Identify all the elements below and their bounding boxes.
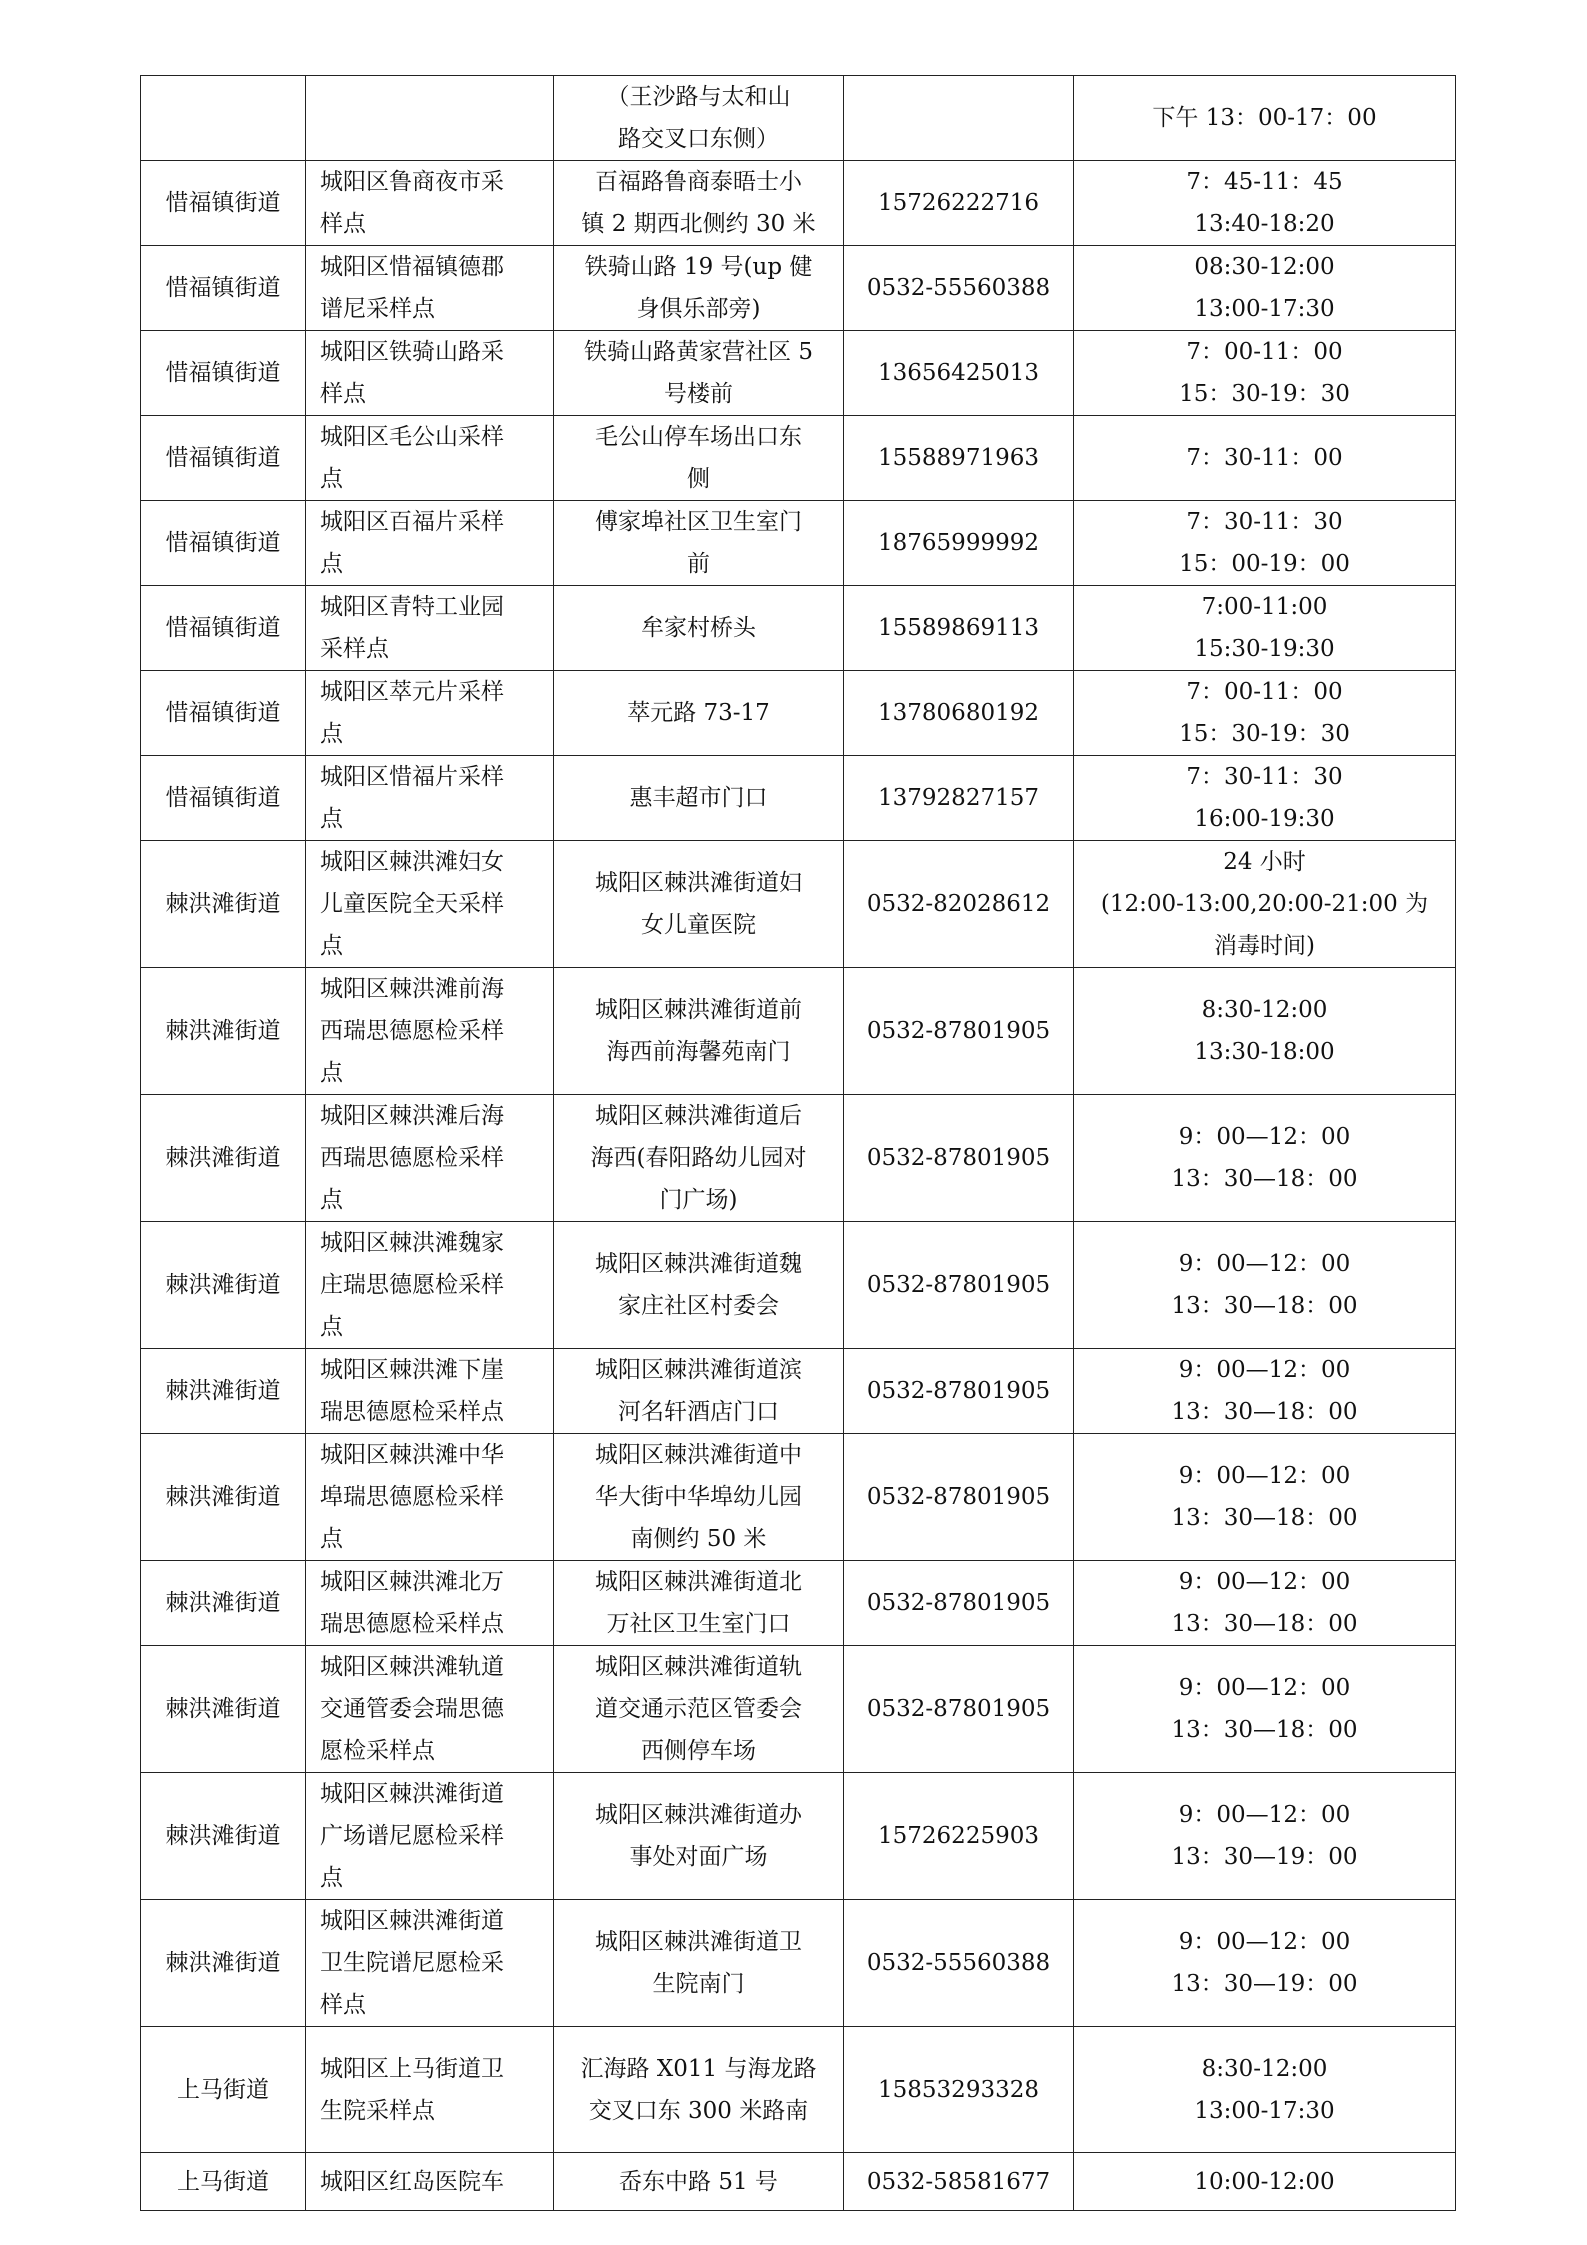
site-name-cell: 城阳区惜福片采样 点 [306, 756, 554, 841]
address-cell: 城阳区棘洪滩街道轨 道交通示范区管委会 西侧停车场 [554, 1646, 844, 1773]
table-row [141, 1349, 1456, 1434]
phone-cell: 15589869113 [844, 586, 1074, 671]
site-name-cell: 城阳区棘洪滩前海 西瑞思德愿检采样 点 [306, 968, 554, 1095]
table-row [141, 1646, 1456, 1773]
table-body [141, 76, 1456, 2211]
phone-cell: 15726225903 [844, 1773, 1074, 1900]
hours-cell: 10:00-12:00 [1074, 2153, 1456, 2211]
hours-cell: 7：30-11：30 16:00-19:30 [1074, 756, 1456, 841]
table-row [141, 246, 1456, 331]
street-cell: 棘洪滩街道 [141, 1646, 306, 1773]
phone-cell: 0532-82028612 [844, 841, 1074, 968]
address-cell: 城阳区棘洪滩街道中 华大街中华埠幼儿园 南侧约 50 米 [554, 1434, 844, 1561]
site-name-cell: 城阳区棘洪滩魏家 庄瑞思德愿检采样 点 [306, 1222, 554, 1349]
site-name-cell: 城阳区惜福镇德郡 谱尼采样点 [306, 246, 554, 331]
phone-cell: 15853293328 [844, 2027, 1074, 2153]
site-name-cell: 城阳区棘洪滩后海 西瑞思德愿检采样 点 [306, 1095, 554, 1222]
site-name-cell: 城阳区棘洪滩北万 瑞思德愿检采样点 [306, 1561, 554, 1646]
site-name-cell: 城阳区萃元片采样 点 [306, 671, 554, 756]
street-cell: 上马街道 [141, 2027, 306, 2153]
site-name-cell: 城阳区棘洪滩中华 埠瑞思德愿检采样 点 [306, 1434, 554, 1561]
table-row [141, 671, 1456, 756]
hours-cell: 7:00-11:00 15:30-19:30 [1074, 586, 1456, 671]
street-cell: 惜福镇街道 [141, 756, 306, 841]
site-name-cell: 城阳区百福片采样 点 [306, 501, 554, 586]
site-name-cell: 城阳区青特工业园 采样点 [306, 586, 554, 671]
street-cell: 惜福镇街道 [141, 671, 306, 756]
hours-cell: 9：00—12：00 13：30—19：00 [1074, 1773, 1456, 1900]
address-cell: 毛公山停车场出口东 侧 [554, 416, 844, 501]
address-cell: 城阳区棘洪滩街道后 海西(春阳路幼儿园对 门广场) [554, 1095, 844, 1222]
table-row [141, 841, 1456, 968]
hours-cell: 9：00—12：00 13：30—18：00 [1074, 1561, 1456, 1646]
street-cell: 棘洪滩街道 [141, 1773, 306, 1900]
table-row [141, 2027, 1456, 2153]
table-row [141, 968, 1456, 1095]
site-name-cell: 城阳区铁骑山路采 样点 [306, 331, 554, 416]
street-cell: 上马街道 [141, 2153, 306, 2211]
hours-cell: 7：00-11：00 15：30-19：30 [1074, 671, 1456, 756]
phone-cell: 15588971963 [844, 416, 1074, 501]
address-cell: 城阳区棘洪滩街道卫 生院南门 [554, 1900, 844, 2027]
address-cell: 岙东中路 51 号 [554, 2153, 844, 2211]
address-cell: 惠丰超市门口 [554, 756, 844, 841]
table-row [141, 1900, 1456, 2027]
phone-cell: 0532-55560388 [844, 246, 1074, 331]
site-name-cell: 城阳区鲁商夜市采 样点 [306, 161, 554, 246]
phone-cell: 0532-87801905 [844, 1646, 1074, 1773]
phone-cell: 0532-58581677 [844, 2153, 1074, 2211]
address-cell: 牟家村桥头 [554, 586, 844, 671]
address-cell: 城阳区棘洪滩街道办 事处对面广场 [554, 1773, 844, 1900]
street-cell: 惜福镇街道 [141, 161, 306, 246]
street-cell: 惜福镇街道 [141, 586, 306, 671]
hours-cell: 9：00—12：00 13：30—18：00 [1074, 1095, 1456, 1222]
phone-cell: 0532-87801905 [844, 968, 1074, 1095]
address-cell: 傅家埠社区卫生室门 前 [554, 501, 844, 586]
street-cell: 惜福镇街道 [141, 246, 306, 331]
hours-cell: 9：00—12：00 13：30—18：00 [1074, 1646, 1456, 1773]
address-cell: 城阳区棘洪滩街道滨 河名轩酒店门口 [554, 1349, 844, 1434]
phone-cell: 0532-87801905 [844, 1561, 1074, 1646]
table-row [141, 1561, 1456, 1646]
hours-cell: 8:30-12:00 13:30-18:00 [1074, 968, 1456, 1095]
hours-cell: 8:30-12:00 13:00-17:30 [1074, 2027, 1456, 2153]
street-cell: 棘洪滩街道 [141, 1434, 306, 1561]
table-row [141, 1222, 1456, 1349]
table-row [141, 2153, 1456, 2211]
phone-cell: 0532-87801905 [844, 1222, 1074, 1349]
street-cell: 棘洪滩街道 [141, 1222, 306, 1349]
table-row [141, 416, 1456, 501]
site-name-cell: 城阳区上马街道卫 生院采样点 [306, 2027, 554, 2153]
street-cell: 棘洪滩街道 [141, 1095, 306, 1222]
address-cell: 百福路鲁商泰晤士小 镇 2 期西北侧约 30 米 [554, 161, 844, 246]
hours-cell: 9：00—12：00 13：30—18：00 [1074, 1349, 1456, 1434]
hours-cell: 9：00—12：00 13：30—19：00 [1074, 1900, 1456, 2027]
phone-cell [844, 76, 1074, 161]
address-cell: 城阳区棘洪滩街道魏 家庄社区村委会 [554, 1222, 844, 1349]
hours-cell: 7：00-11：00 15：30-19：30 [1074, 331, 1456, 416]
phone-cell: 0532-87801905 [844, 1349, 1074, 1434]
address-cell: 城阳区棘洪滩街道北 万社区卫生室门口 [554, 1561, 844, 1646]
site-name-cell: 城阳区棘洪滩街道 卫生院谱尼愿检采 样点 [306, 1900, 554, 2027]
phone-cell: 13780680192 [844, 671, 1074, 756]
phone-cell: 0532-87801905 [844, 1095, 1074, 1222]
street-cell: 惜福镇街道 [141, 331, 306, 416]
table-row [141, 756, 1456, 841]
site-name-cell: 城阳区棘洪滩轨道 交通管委会瑞思德 愿检采样点 [306, 1646, 554, 1773]
hours-cell: 7：30-11：30 15：00-19：00 [1074, 501, 1456, 586]
hours-cell: 9：00—12：00 13：30—18：00 [1074, 1434, 1456, 1561]
address-cell: （王沙路与太和山 路交叉口东侧） [554, 76, 844, 161]
sampling-sites-table [140, 75, 1456, 2211]
site-name-cell [306, 76, 554, 161]
site-name-cell: 城阳区棘洪滩妇女 儿童医院全天采样 点 [306, 841, 554, 968]
hours-cell: 08:30-12:00 13:00-17:30 [1074, 246, 1456, 331]
street-cell: 棘洪滩街道 [141, 1349, 306, 1434]
document-page [140, 75, 1455, 2211]
street-cell: 棘洪滩街道 [141, 1900, 306, 2027]
phone-cell: 0532-55560388 [844, 1900, 1074, 2027]
table-row [141, 1434, 1456, 1561]
address-cell: 萃元路 73-17 [554, 671, 844, 756]
table-row [141, 161, 1456, 246]
street-cell [141, 76, 306, 161]
street-cell: 惜福镇街道 [141, 501, 306, 586]
phone-cell: 0532-87801905 [844, 1434, 1074, 1561]
hours-cell: 7：45-11：45 13:40-18:20 [1074, 161, 1456, 246]
address-cell: 铁骑山路 19 号(up 健 身俱乐部旁) [554, 246, 844, 331]
street-cell: 棘洪滩街道 [141, 841, 306, 968]
phone-cell: 18765999992 [844, 501, 1074, 586]
site-name-cell: 城阳区红岛医院车 [306, 2153, 554, 2211]
site-name-cell: 城阳区棘洪滩街道 广场谱尼愿检采样 点 [306, 1773, 554, 1900]
hours-cell: 9：00—12：00 13：30—18：00 [1074, 1222, 1456, 1349]
address-cell: 汇海路 X011 与海龙路 交叉口东 300 米路南 [554, 2027, 844, 2153]
hours-cell: 7：30-11：00 [1074, 416, 1456, 501]
table-row [141, 331, 1456, 416]
hours-cell: 下午 13：00-17：00 [1074, 76, 1456, 161]
table-row [141, 76, 1456, 161]
address-cell: 城阳区棘洪滩街道妇 女儿童医院 [554, 841, 844, 968]
table-row [141, 1773, 1456, 1900]
address-cell: 铁骑山路黄家营社区 5 号楼前 [554, 331, 844, 416]
street-cell: 惜福镇街道 [141, 416, 306, 501]
phone-cell: 13656425013 [844, 331, 1074, 416]
street-cell: 棘洪滩街道 [141, 968, 306, 1095]
hours-cell: 24 小时 (12:00-13:00,20:00-21:00 为 消毒时间) [1074, 841, 1456, 968]
table-row [141, 586, 1456, 671]
site-name-cell: 城阳区毛公山采样 点 [306, 416, 554, 501]
phone-cell: 15726222716 [844, 161, 1074, 246]
table-row [141, 501, 1456, 586]
address-cell: 城阳区棘洪滩街道前 海西前海馨苑南门 [554, 968, 844, 1095]
site-name-cell: 城阳区棘洪滩下崖 瑞思德愿检采样点 [306, 1349, 554, 1434]
street-cell: 棘洪滩街道 [141, 1561, 306, 1646]
table-row [141, 1095, 1456, 1222]
phone-cell: 13792827157 [844, 756, 1074, 841]
